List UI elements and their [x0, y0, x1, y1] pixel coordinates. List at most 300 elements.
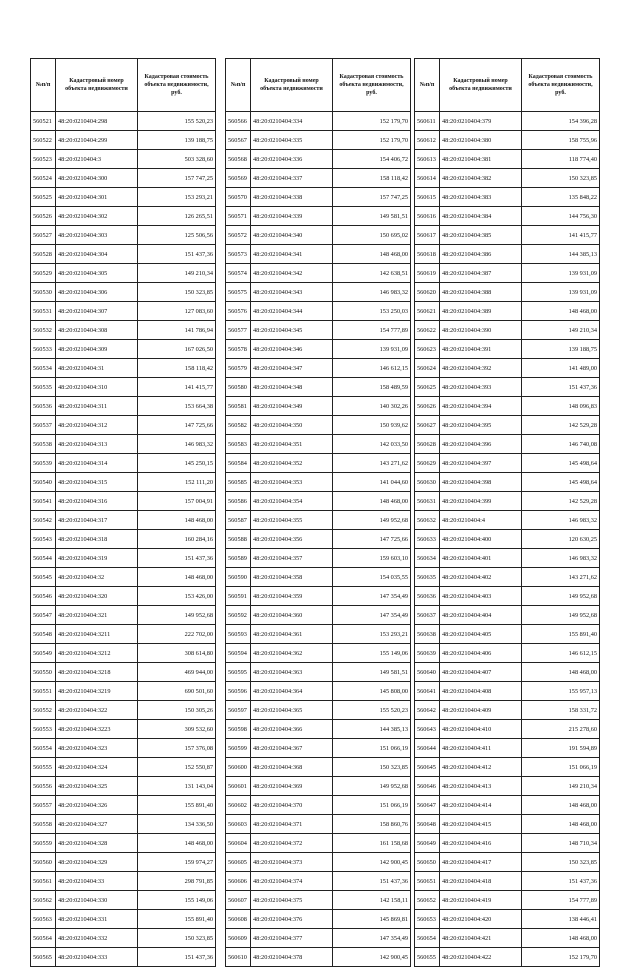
row-number-cell: 560552: [31, 701, 56, 720]
cadastral-value-cell: 298 791,85: [138, 872, 216, 891]
cadastral-value-cell: 154 396,28: [522, 112, 600, 131]
cadastral-value-cell: 138 446,41: [522, 910, 600, 929]
cadastral-number-cell: 48:20:0210404:318: [56, 530, 138, 549]
row-number-cell: 560556: [31, 777, 56, 796]
row-number-cell: 560575: [226, 283, 251, 302]
row-number-cell: 560630: [415, 473, 440, 492]
row-number-cell: 560569: [226, 169, 251, 188]
cadastral-number-cell: 48:20:0210404:348: [251, 378, 333, 397]
cadastral-number-cell: 48:20:0210404:3: [56, 150, 138, 169]
cadastral-number-cell: 48:20:0210404:364: [251, 682, 333, 701]
cadastral-value-cell: 151 066,19: [333, 796, 411, 815]
cadastral-number-cell: 48:20:0210404:315: [56, 473, 138, 492]
table-row: [226, 682, 411, 701]
cadastral-number-cell: 48:20:0210404:334: [251, 112, 333, 131]
cadastral-value-cell: 308 614,80: [138, 644, 216, 663]
cadastral-number-cell: 48:20:0210404:298: [56, 112, 138, 131]
row-number-cell: 560530: [31, 283, 56, 302]
cadastral-number-cell: 48:20:0210404:352: [251, 454, 333, 473]
table-row: [415, 853, 600, 872]
cadastral-number-cell: 48:20:0210404:371: [251, 815, 333, 834]
table-row: [226, 948, 411, 967]
row-number-cell: 560572: [226, 226, 251, 245]
table-row: [31, 131, 216, 150]
cadastral-value-cell: 146 983,32: [333, 283, 411, 302]
row-number-cell: 560614: [415, 169, 440, 188]
cadastral-value-cell: 150 323,85: [333, 758, 411, 777]
table-row: [415, 644, 600, 663]
row-number-cell: 560624: [415, 359, 440, 378]
table-row: [415, 378, 600, 397]
table-row: [31, 378, 216, 397]
table-row: [226, 150, 411, 169]
cadastral-number-cell: 48:20:0210404:390: [440, 321, 522, 340]
row-number-cell: 560616: [415, 207, 440, 226]
row-number-cell: 560546: [31, 587, 56, 606]
cadastral-value-cell: 151 066,19: [522, 758, 600, 777]
row-number-cell: 560583: [226, 435, 251, 454]
table-row: [226, 302, 411, 321]
table-row: [226, 891, 411, 910]
row-number-cell: 560631: [415, 492, 440, 511]
row-number-cell: 560639: [415, 644, 440, 663]
table-row: [415, 226, 600, 245]
cadastral-number-cell: 48:20:0210404:407: [440, 663, 522, 682]
cadastral-value-cell: 158 118,42: [333, 169, 411, 188]
cadastral-value-cell: 149 581,51: [333, 663, 411, 682]
row-number-cell: 560620: [415, 283, 440, 302]
header-value: Кадастровая стоимость объекта недвижимости, руб.: [333, 59, 411, 112]
row-number-cell: 560587: [226, 511, 251, 530]
cadastral-number-cell: 48:20:0210404:357: [251, 549, 333, 568]
cadastral-number-cell: 48:20:0210404:372: [251, 834, 333, 853]
cadastral-value-cell: 155 149,06: [138, 891, 216, 910]
table-row: [226, 758, 411, 777]
cadastral-value-cell: 154 406,72: [333, 150, 411, 169]
cadastral-value-cell: 191 594,89: [522, 739, 600, 758]
cadastral-number-cell: 48:20:0210404:328: [56, 834, 138, 853]
cadastral-value-cell: 146 983,32: [522, 511, 600, 530]
cadastral-value-cell: 160 284,16: [138, 530, 216, 549]
cadastral-number-cell: 48:20:0210404:408: [440, 682, 522, 701]
cadastral-value-cell: 142 900,45: [333, 948, 411, 967]
table-row: [31, 435, 216, 454]
cadastral-number-cell: 48:20:0210404:313: [56, 435, 138, 454]
row-number-cell: 560594: [226, 644, 251, 663]
cadastral-number-cell: 48:20:0210404:374: [251, 872, 333, 891]
table-row: [415, 302, 600, 321]
table-row: [415, 948, 600, 967]
row-number-cell: 560586: [226, 492, 251, 511]
cadastral-number-cell: 48:20:0210404:316: [56, 492, 138, 511]
cadastral-number-cell: 48:20:0210404:327: [56, 815, 138, 834]
cadastral-number-cell: 48:20:0210404:422: [440, 948, 522, 967]
table-row: [226, 739, 411, 758]
cadastral-value-cell: 145 498,64: [522, 473, 600, 492]
table-row: [226, 606, 411, 625]
cadastral-number-cell: 48:20:0210404:330: [56, 891, 138, 910]
row-number-cell: 560589: [226, 549, 251, 568]
cadastral-value-cell: 118 774,40: [522, 150, 600, 169]
table-row: [415, 112, 600, 131]
cadastral-number-cell: 48:20:0210404:365: [251, 701, 333, 720]
cadastral-value-cell: 153 664,38: [138, 397, 216, 416]
table-row: [415, 720, 600, 739]
cadastral-value-cell: 140 302,26: [333, 397, 411, 416]
row-number-cell: 560608: [226, 910, 251, 929]
cadastral-value-cell: 167 026,50: [138, 340, 216, 359]
row-number-cell: 560612: [415, 131, 440, 150]
row-number-cell: 560643: [415, 720, 440, 739]
table-row: [415, 150, 600, 169]
row-number-cell: 560543: [31, 530, 56, 549]
cadastral-number-cell: 48:20:0210404:301: [56, 188, 138, 207]
cadastral-number-cell: 48:20:0210404:404: [440, 606, 522, 625]
table-row: [31, 473, 216, 492]
cadastral-number-cell: 48:20:0210404:302: [56, 207, 138, 226]
cadastral-value-cell: 131 143,04: [138, 777, 216, 796]
row-number-cell: 560527: [31, 226, 56, 245]
table-row: [226, 321, 411, 340]
cadastral-number-cell: 48:20:0210404:319: [56, 549, 138, 568]
cadastral-number-cell: 48:20:0210404:312: [56, 416, 138, 435]
table-row: [31, 777, 216, 796]
cadastral-number-cell: 48:20:0210404:420: [440, 910, 522, 929]
cadastral-number-cell: 48:20:0210404:412: [440, 758, 522, 777]
row-number-cell: 560528: [31, 245, 56, 264]
cadastral-number-cell: 48:20:0210404:389: [440, 302, 522, 321]
cadastral-number-cell: 48:20:0210404:400: [440, 530, 522, 549]
cadastral-number-cell: 48:20:0210404:416: [440, 834, 522, 853]
cadastral-number-cell: 48:20:0210404:398: [440, 473, 522, 492]
row-number-cell: 560560: [31, 853, 56, 872]
row-number-cell: 560580: [226, 378, 251, 397]
table-row: [31, 606, 216, 625]
cadastral-number-cell: 48:20:0210404:308: [56, 321, 138, 340]
table-row: [415, 625, 600, 644]
cadastral-value-cell: 142 529,28: [522, 416, 600, 435]
row-number-cell: 560647: [415, 796, 440, 815]
table-row: [226, 587, 411, 606]
cadastral-value-cell: 155 520,23: [138, 112, 216, 131]
cadastral-value-cell: 149 210,34: [522, 777, 600, 796]
cadastral-number-cell: 48:20:0210404:307: [56, 302, 138, 321]
row-number-cell: 560642: [415, 701, 440, 720]
cadastral-value-cell: 141 415,77: [522, 226, 600, 245]
cadastral-number-cell: 48:20:0210404:338: [251, 188, 333, 207]
row-number-cell: 560638: [415, 625, 440, 644]
table-row: [226, 777, 411, 796]
table-row: [226, 663, 411, 682]
table-row: [415, 435, 600, 454]
table-row: [31, 834, 216, 853]
row-number-cell: 560615: [415, 188, 440, 207]
cadastral-number-cell: 48:20:0210404:336: [251, 150, 333, 169]
table-row: [415, 473, 600, 492]
row-number-cell: 560592: [226, 606, 251, 625]
row-number-cell: 560629: [415, 454, 440, 473]
table-row: [31, 112, 216, 131]
header-num: №п/п: [226, 59, 251, 112]
table-row: [226, 226, 411, 245]
row-number-cell: 560609: [226, 929, 251, 948]
table-row: [226, 416, 411, 435]
table-row: [226, 872, 411, 891]
table-row: [31, 739, 216, 758]
cadastral-value-cell: 148 468,00: [138, 511, 216, 530]
cadastral-value-cell: 148 468,00: [522, 815, 600, 834]
row-number-cell: 560599: [226, 739, 251, 758]
cadastral-number-cell: 48:20:0210404:417: [440, 853, 522, 872]
cadastral-value-cell: 152 179,70: [522, 948, 600, 967]
row-number-cell: 560607: [226, 891, 251, 910]
cadastral-value-cell: 146 983,32: [138, 435, 216, 454]
cadastral-value-cell: 149 952,68: [333, 511, 411, 530]
cadastral-number-cell: 48:20:0210404:362: [251, 644, 333, 663]
row-number-cell: 560581: [226, 397, 251, 416]
cadastral-number-cell: 48:20:0210404:380: [440, 131, 522, 150]
cadastral-value-cell: 147 354,49: [333, 606, 411, 625]
cadastral-value-cell: 148 468,00: [138, 834, 216, 853]
cadastral-value-cell: 147 725,66: [333, 530, 411, 549]
cadastral-value-cell: 148 710,34: [522, 834, 600, 853]
cadastral-value-cell: 120 630,25: [522, 530, 600, 549]
cadastral-value-cell: 150 323,85: [522, 853, 600, 872]
cadastral-value-cell: 142 638,51: [333, 264, 411, 283]
cadastral-number-cell: 48:20:0210404:31: [56, 359, 138, 378]
cadastral-number-cell: 48:20:0210404:32: [56, 568, 138, 587]
cadastral-value-cell: 142 529,28: [522, 492, 600, 511]
row-number-cell: 560526: [31, 207, 56, 226]
table-row: [31, 302, 216, 321]
row-number-cell: 560652: [415, 891, 440, 910]
row-number-cell: 560542: [31, 511, 56, 530]
row-number-cell: 560557: [31, 796, 56, 815]
table-header-row: [226, 59, 411, 112]
table-row: [415, 834, 600, 853]
table-row: [415, 492, 600, 511]
cadastral-value-cell: 145 808,00: [333, 682, 411, 701]
row-number-cell: 560561: [31, 872, 56, 891]
cadastral-number-cell: 48:20:0210404:361: [251, 625, 333, 644]
table-row: [415, 397, 600, 416]
cadastral-number-cell: 48:20:0210404:353: [251, 473, 333, 492]
row-number-cell: 560598: [226, 720, 251, 739]
cadastral-value-cell: 141 415,77: [138, 378, 216, 397]
cadastral-number-cell: 48:20:0210404:309: [56, 340, 138, 359]
document-page: [30, 58, 620, 961]
table-row: [31, 815, 216, 834]
table-row: [31, 359, 216, 378]
row-number-cell: 560584: [226, 454, 251, 473]
cadastral-value-cell: 158 331,72: [522, 701, 600, 720]
cadastral-number-cell: 48:20:0210404:4: [440, 511, 522, 530]
row-number-cell: 560570: [226, 188, 251, 207]
cadastral-value-cell: 143 271,62: [333, 454, 411, 473]
table-row: [31, 492, 216, 511]
table-row: [415, 796, 600, 815]
cadastral-number-cell: 48:20:0210404:394: [440, 397, 522, 416]
table-row: [415, 891, 600, 910]
cadastral-value-cell: 147 354,49: [333, 929, 411, 948]
cadastral-value-cell: 150 939,62: [333, 416, 411, 435]
row-number-cell: 560623: [415, 340, 440, 359]
row-number-cell: 560529: [31, 264, 56, 283]
row-number-cell: 560649: [415, 834, 440, 853]
table-row: [31, 169, 216, 188]
row-number-cell: 560602: [226, 796, 251, 815]
cadastral-number-cell: 48:20:0210404:378: [251, 948, 333, 967]
cadastral-number-cell: 48:20:0210404:366: [251, 720, 333, 739]
cadastral-value-cell: 154 777,89: [333, 321, 411, 340]
cadastral-number-cell: 48:20:0210404:349: [251, 397, 333, 416]
row-number-cell: 560553: [31, 720, 56, 739]
cadastral-number-cell: 48:20:0210404:367: [251, 739, 333, 758]
cadastral-number-cell: 48:20:0210404:326: [56, 796, 138, 815]
table-row: [226, 815, 411, 834]
cadastral-value-cell: 144 385,13: [522, 245, 600, 264]
header-cadastral: Кадастровый номер объекта недвижимости: [251, 59, 333, 112]
row-number-cell: 560627: [415, 416, 440, 435]
cadastral-number-cell: 48:20:0210404:406: [440, 644, 522, 663]
row-number-cell: 560613: [415, 150, 440, 169]
table-row: [415, 758, 600, 777]
cadastral-number-cell: 48:20:0210404:405: [440, 625, 522, 644]
row-number-cell: 560541: [31, 492, 56, 511]
cadastral-value-cell: 145 498,64: [522, 454, 600, 473]
cadastral-number-cell: 48:20:0210404:306: [56, 283, 138, 302]
table-row: [226, 435, 411, 454]
table-row: [226, 549, 411, 568]
row-number-cell: 560619: [415, 264, 440, 283]
cadastral-number-cell: 48:20:0210404:321: [56, 606, 138, 625]
table-row: [226, 720, 411, 739]
row-number-cell: 560590: [226, 568, 251, 587]
cadastral-value-cell: 152 111,20: [138, 473, 216, 492]
table-row: [31, 397, 216, 416]
cadastral-value-cell: 222 702,00: [138, 625, 216, 644]
cadastral-value-cell: 148 468,00: [333, 245, 411, 264]
table-row: [415, 454, 600, 473]
table-row: [226, 131, 411, 150]
row-number-cell: 560605: [226, 853, 251, 872]
row-number-cell: 560531: [31, 302, 56, 321]
table-row: [31, 891, 216, 910]
cadastral-value-cell: 149 210,34: [522, 321, 600, 340]
cadastral-number-cell: 48:20:0210404:379: [440, 112, 522, 131]
row-number-cell: 560551: [31, 682, 56, 701]
cadastral-number-cell: 48:20:0210404:391: [440, 340, 522, 359]
table-row: [226, 188, 411, 207]
table-row: [226, 625, 411, 644]
cadastral-number-cell: 48:20:0210404:368: [251, 758, 333, 777]
row-number-cell: 560545: [31, 568, 56, 587]
cadastral-number-cell: 48:20:0210404:418: [440, 872, 522, 891]
table-row: [415, 606, 600, 625]
row-number-cell: 560544: [31, 549, 56, 568]
row-number-cell: 560574: [226, 264, 251, 283]
cadastral-number-cell: 48:20:0210404:385: [440, 226, 522, 245]
cadastral-value-cell: 139 931,09: [522, 283, 600, 302]
row-number-cell: 560593: [226, 625, 251, 644]
table-row: [415, 701, 600, 720]
cadastral-number-cell: 48:20:0210404:393: [440, 378, 522, 397]
cadastral-value-cell: 144 756,30: [522, 207, 600, 226]
cadastral-value-cell: 135 848,22: [522, 188, 600, 207]
row-number-cell: 560540: [31, 473, 56, 492]
table-row: [415, 777, 600, 796]
cadastral-value-cell: 142 033,50: [333, 435, 411, 454]
header-value: Кадастровая стоимость объекта недвижимости, руб.: [522, 59, 600, 112]
cadastral-number-cell: 48:20:0210404:387: [440, 264, 522, 283]
cadastral-value-cell: 148 468,00: [522, 929, 600, 948]
row-number-cell: 560554: [31, 739, 56, 758]
cadastral-value-cell: 149 210,34: [138, 264, 216, 283]
header-value: Кадастровая стоимость объекта недвижимости, руб.: [138, 59, 216, 112]
cadastral-number-cell: 48:20:0210404:410: [440, 720, 522, 739]
row-number-cell: 560585: [226, 473, 251, 492]
cadastral-value-cell: 150 323,85: [138, 929, 216, 948]
cadastral-table-2: [225, 58, 411, 967]
row-number-cell: 560641: [415, 682, 440, 701]
table-row: [31, 530, 216, 549]
cadastral-number-cell: 48:20:0210404:415: [440, 815, 522, 834]
cadastral-number-cell: 48:20:0210404:411: [440, 739, 522, 758]
cadastral-value-cell: 155 520,23: [333, 701, 411, 720]
cadastral-value-cell: 158 860,76: [333, 815, 411, 834]
cadastral-value-cell: 141 786,94: [138, 321, 216, 340]
cadastral-number-cell: 48:20:0210404:399: [440, 492, 522, 511]
row-number-cell: 560621: [415, 302, 440, 321]
row-number-cell: 560645: [415, 758, 440, 777]
cadastral-number-cell: 48:20:0210404:402: [440, 568, 522, 587]
cadastral-value-cell: 151 437,36: [522, 872, 600, 891]
row-number-cell: 560640: [415, 663, 440, 682]
cadastral-value-cell: 141 044,60: [333, 473, 411, 492]
cadastral-value-cell: 126 265,51: [138, 207, 216, 226]
row-number-cell: 560610: [226, 948, 251, 967]
cadastral-value-cell: 151 437,36: [522, 378, 600, 397]
row-number-cell: 560653: [415, 910, 440, 929]
table-row: [226, 340, 411, 359]
cadastral-number-cell: 48:20:0210404:317: [56, 511, 138, 530]
cadastral-number-cell: 48:20:0210404:3212: [56, 644, 138, 663]
cadastral-number-cell: 48:20:0210404:300: [56, 169, 138, 188]
cadastral-value-cell: 155 957,13: [522, 682, 600, 701]
table-row: [31, 549, 216, 568]
table-row: [226, 910, 411, 929]
cadastral-value-cell: 149 952,68: [522, 587, 600, 606]
table-row: [31, 264, 216, 283]
cadastral-value-cell: 143 271,62: [522, 568, 600, 587]
cadastral-number-cell: 48:20:0210404:335: [251, 131, 333, 150]
cadastral-value-cell: 159 603,10: [333, 549, 411, 568]
cadastral-value-cell: 153 293,21: [333, 625, 411, 644]
table-header-row: [415, 59, 600, 112]
table-row: [415, 511, 600, 530]
table-row: [415, 815, 600, 834]
table-row: [226, 264, 411, 283]
cadastral-number-cell: 48:20:0210404:414: [440, 796, 522, 815]
row-number-cell: 560525: [31, 188, 56, 207]
cadastral-value-cell: 125 506,56: [138, 226, 216, 245]
row-number-cell: 560565: [31, 948, 56, 967]
row-number-cell: 560625: [415, 378, 440, 397]
cadastral-number-cell: 48:20:0210404:3211: [56, 625, 138, 644]
row-number-cell: 560648: [415, 815, 440, 834]
row-number-cell: 560532: [31, 321, 56, 340]
cadastral-number-cell: 48:20:0210404:376: [251, 910, 333, 929]
